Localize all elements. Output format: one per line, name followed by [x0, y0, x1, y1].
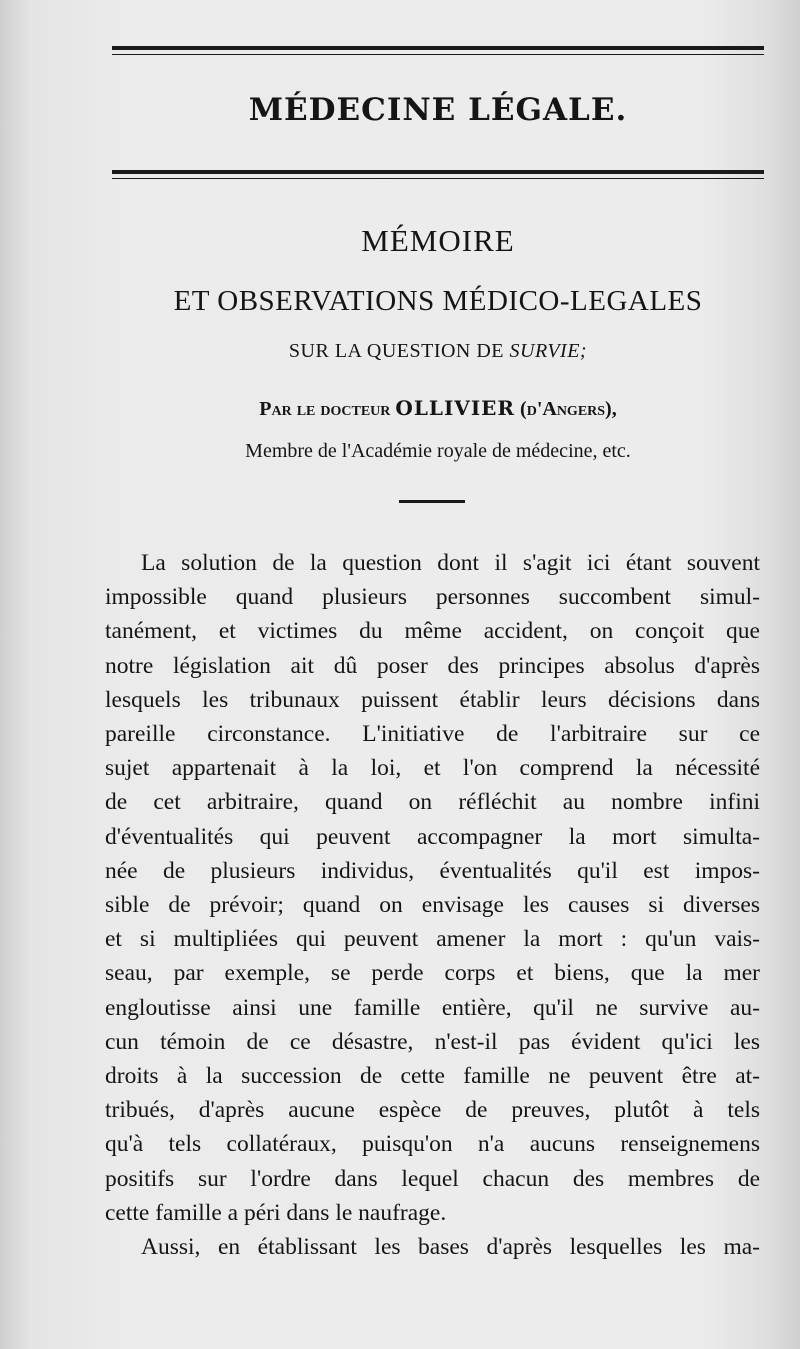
question-prefix: SUR LA QUESTION DE: [288, 340, 510, 362]
body-line: notre législation ait dû poser des principes absolus d'après: [105, 652, 760, 679]
author-membership: Membre de l'Académie royale de médecine, etc.: [245, 440, 631, 462]
body-line: lesquels les tribunaux puissent établir leurs décisions dans: [105, 686, 760, 713]
body-line: de cet arbitraire, quand on réfléchit au nombre infini: [105, 789, 760, 816]
body-line: Aussi, en établissant les bases d'après lesquelles les ma-: [141, 1234, 760, 1261]
body-line: seau, par exemple, se perde corps et biens, que la mer: [105, 960, 760, 987]
article-subtitle: ET OBSERVATIONS MÉDICO-LEGALES: [173, 285, 703, 317]
article-title: MÉMOIRE: [361, 223, 515, 258]
body-line: tribués, d'après aucune espèce de preuves, plutôt à tels: [105, 1097, 760, 1124]
body-line: La solution de la question dont il s'agit ici étant souvent: [141, 550, 760, 576]
body-line: cette famille a péri dans le naufrage.: [105, 1199, 447, 1226]
body-line: positifs sur l'ordre dans lequel chacun des membres de: [105, 1165, 760, 1192]
body-line: cun témoin de ce désastre, n'est-il pas évident qu'ici les: [105, 1028, 760, 1055]
separator-rule: [399, 500, 465, 503]
body-text: [105, 546, 760, 1264]
section-title: MÉDECINE LÉGALE.: [248, 92, 628, 128]
body-line: pareille circonstance. L'initiative de l'arbitraire sur ce: [105, 721, 760, 748]
title-rule-thin: [112, 178, 764, 179]
question-italic: SURVIE;: [509, 340, 588, 362]
body-line: sible de prévoir; quand on envisage les causes si diverses: [105, 892, 760, 919]
title-rule-thick: [112, 170, 764, 174]
author-name: OLLIVIER: [395, 396, 516, 420]
author-line: [112, 396, 764, 421]
body-line: sujet appartenait à la loi, et l'on comprend la nécessité: [105, 755, 760, 782]
article-question: [112, 340, 764, 363]
author-suffix: (d'Angers),: [515, 398, 617, 420]
body-line: qu'à tels collatéraux, puisqu'on n'a aucuns renseignemens: [105, 1131, 760, 1158]
top-rule-thin: [112, 54, 764, 55]
top-rule-thick: [112, 46, 764, 50]
body-line: tanément, et victimes du même accident, on conçoit que: [105, 618, 760, 645]
author-prefix: Par le docteur: [259, 398, 396, 420]
body-line: et si multipliées qui peuvent amener la mort : qu'un vais-: [105, 926, 760, 953]
body-line: droits à la succession de cette famille ne peuvent être at-: [105, 1063, 760, 1090]
body-line: engloutisse ainsi une famille entière, qu'il ne survive au-: [105, 994, 760, 1021]
body-line: née de plusieurs individus, éventualités qu'il est impos-: [105, 857, 760, 884]
body-line: d'éventualités qui peuvent accompagner la mort simulta-: [105, 823, 760, 850]
body-line: impossible quand plusieurs personnes succombent simul-: [105, 584, 760, 611]
